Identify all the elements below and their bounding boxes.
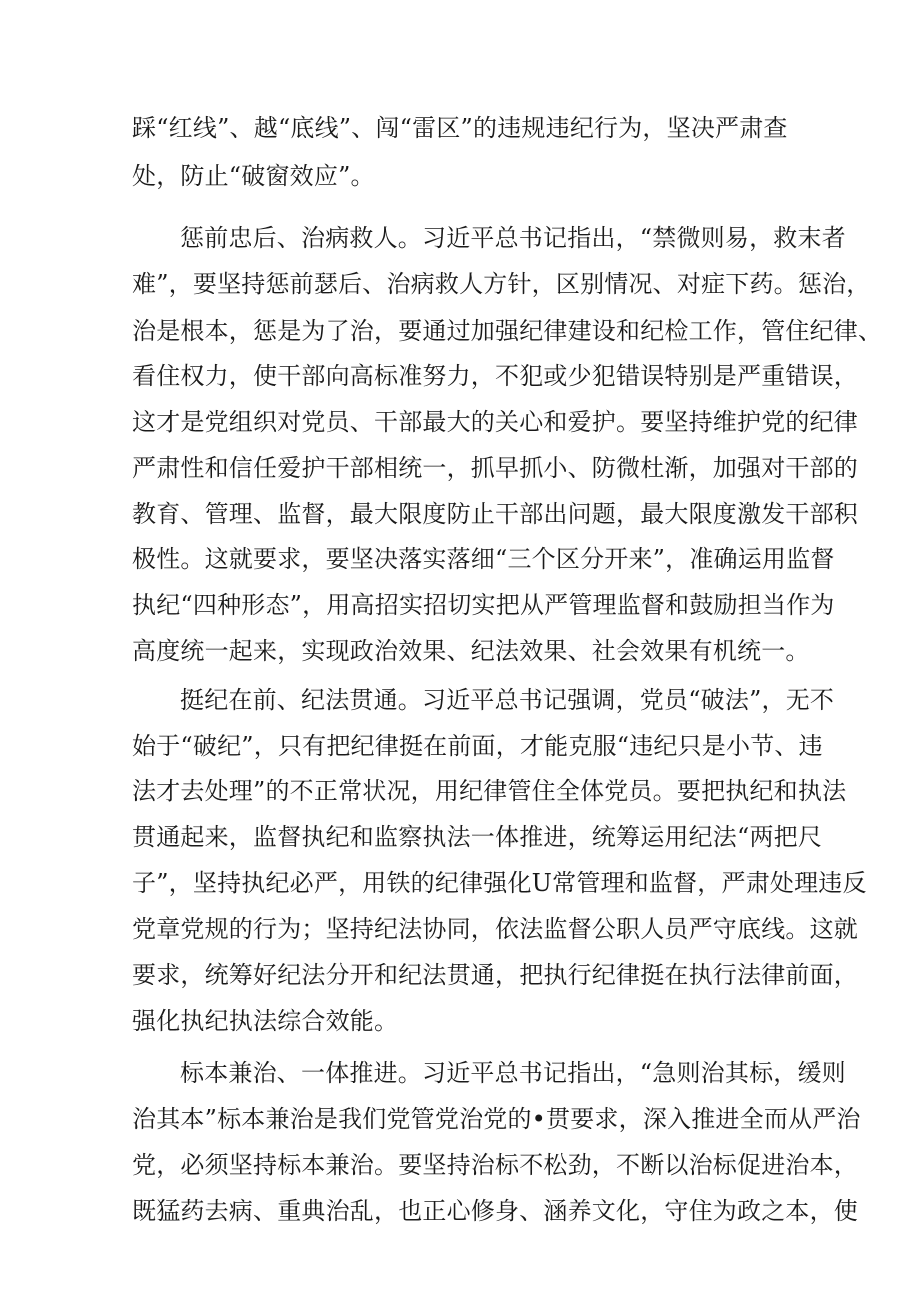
- text-line: 子”，坚持执纪必严，用铁的纪律强化U常管理和监督，严肃处理违反: [132, 869, 867, 897]
- text-line: 强化执纪执法综合效能。: [132, 1007, 399, 1035]
- text-line: 处，防止“破窗效应”。: [132, 162, 375, 190]
- paragraph-start-line: 标本兼治、一体推进。习近平总书记指出，“急则治其标，缓则: [180, 1059, 846, 1087]
- text-line: 贯通起来，监督执纪和监察执法一体推进，统筹运用纪法“两把尺: [132, 823, 823, 851]
- text-line: 高度统一起来，实现政治效果、纪法效果、社会效果有机统一。: [132, 637, 810, 665]
- text-line: 极性。这就要求，要坚决落实落细“三个区分开来”，准确运用监督: [132, 545, 835, 573]
- text-line: 执纪“四种形态”，用高招实招切实把从严管理监督和鼓励担当作为: [132, 591, 835, 619]
- text-line: 治其本”标本兼治是我们党管党治党的•贯要求，深入推进全而从严治: [132, 1105, 861, 1133]
- text-line: 要求，统筹好纪法分开和纪法贯通，把执行纪律挺在执行法律前面，: [132, 961, 858, 989]
- text-line: 严肃性和信任爱护干部相统一，抓早抓小、防微杜渐，加强对干部的: [132, 454, 858, 482]
- text-line: 既猛药去病、重典治乱，也正心修身、涵养文化，守住为政之本，使: [132, 1197, 858, 1225]
- paragraph-start-line: 惩前忠后、治病救人。习近平总书记指出，“禁微则易，救末者: [180, 224, 846, 252]
- text-line: 这才是党组织对党员、干部最大的关心和爱护。要坚持维护党的纪律: [132, 408, 858, 436]
- text-line: 治是根本，惩是为了治，要通过加强纪律建设和纪检工作，管住纪律、: [132, 317, 883, 345]
- text-line: 法才去处理”的不正常状况，用纪律管住全体党员。要把执纪和执法: [132, 777, 847, 805]
- text-line: 党，必须坚持标本兼治。要坚持治标不松劲，不断以治标促进治本，: [132, 1151, 858, 1179]
- text-line: 看住权力，使干部向高标准努力，不犯或少犯错误特别是严重错误，: [132, 362, 858, 390]
- text-line: 始于“破纪”，只有把纪律挺在前面，才能克服“违纪只是小节、违: [132, 732, 823, 760]
- text-line: 踩“红线”、越“底线”、闯“雷区”的违规违纪行为，坚决严肃查: [132, 114, 788, 142]
- text-line: 党章党规的行为；坚持纪法协同，依法监督公职人员严守底线。这就: [132, 915, 858, 943]
- text-line: 难”，要坚持惩前瑟后、治病救人方针，区别情况、对症下药。惩治，: [132, 270, 871, 298]
- text-line: 教育、管理、监督，最大限度防止干部出问题，最大限度激发干部积: [132, 500, 858, 528]
- paragraph-start-line: 挺纪在前、纪法贯通。习近平总书记强调，党员“破法”，无不: [180, 686, 835, 714]
